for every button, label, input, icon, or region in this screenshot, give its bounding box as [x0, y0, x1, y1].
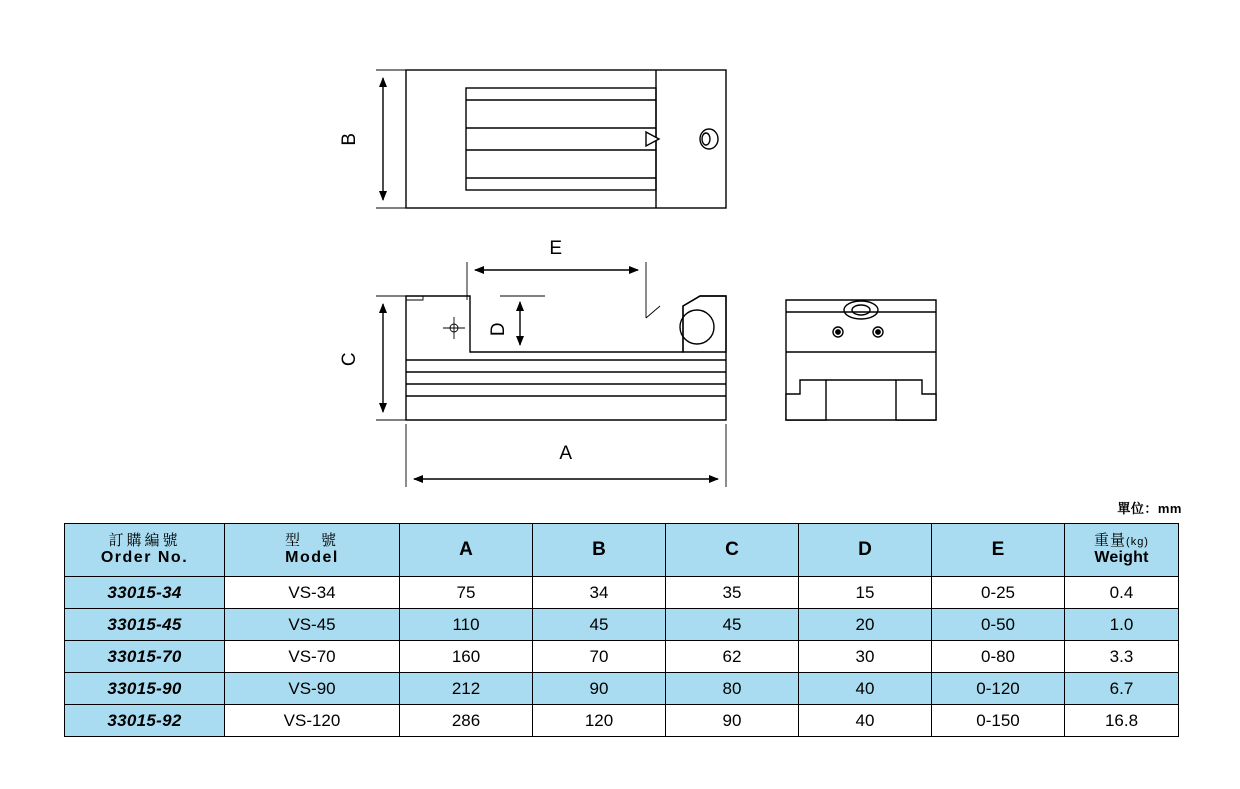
cell-b: 90 [533, 673, 666, 705]
table-row [65, 673, 1179, 705]
header-model-cn: 型 號 [284, 532, 339, 550]
cell-weight: 1.0 [1065, 609, 1179, 641]
cell-c: 80 [666, 673, 799, 705]
unit-note: 單位：mm [1117, 501, 1182, 516]
header-model-en: Model [285, 549, 339, 567]
cell-model: VS-45 [225, 609, 400, 641]
top-view [406, 70, 726, 208]
cell-e: 0-80 [932, 641, 1065, 673]
spec-table [64, 523, 1179, 737]
cell-weight: 16.8 [1065, 705, 1179, 737]
cell-e: 0-50 [932, 609, 1065, 641]
table-row [65, 609, 1179, 641]
table-body [65, 577, 1179, 737]
cell-d: 30 [799, 641, 932, 673]
table-row [65, 577, 1179, 609]
cell-weight: 0.4 [1065, 577, 1179, 609]
cell-a: 160 [400, 641, 533, 673]
spec-table-container [64, 523, 1178, 737]
dimension-label-D: D [488, 321, 509, 337]
cell-model: VS-70 [225, 641, 400, 673]
header-order-no-cn: 訂購編號 [108, 532, 181, 550]
cell-weight: 6.7 [1065, 673, 1179, 705]
cell-d: 15 [799, 577, 932, 609]
cell-order-no: 33015-70 [65, 641, 225, 673]
dimension-label-E: E [549, 238, 563, 259]
cell-order-no: 33015-34 [65, 577, 225, 609]
dimension-label-B: B [339, 132, 360, 146]
table-row [65, 705, 1179, 737]
side-view [786, 300, 936, 420]
dimension-label-A: A [559, 443, 573, 464]
header-weight-cn: 重量(kg) [1094, 532, 1149, 550]
cell-order-no: 33015-90 [65, 673, 225, 705]
cell-c: 90 [666, 705, 799, 737]
cell-d: 20 [799, 609, 932, 641]
header-c: C [666, 524, 799, 577]
dimension-B [376, 70, 406, 208]
cell-e: 0-120 [932, 673, 1065, 705]
table-header-row [65, 524, 1179, 577]
cell-d: 40 [799, 705, 932, 737]
cell-c: 62 [666, 641, 799, 673]
cell-a: 75 [400, 577, 533, 609]
front-view [406, 296, 726, 420]
cell-e: 0-150 [932, 705, 1065, 737]
cell-a: 212 [400, 673, 533, 705]
dimension-label-C: C [339, 351, 360, 367]
cell-a: 110 [400, 609, 533, 641]
cell-e: 0-25 [932, 577, 1065, 609]
header-weight-en: Weight [1094, 549, 1149, 567]
header-a: A [400, 524, 533, 577]
cell-c: 35 [666, 577, 799, 609]
cell-d: 40 [799, 673, 932, 705]
cell-b: 70 [533, 641, 666, 673]
cell-b: 45 [533, 609, 666, 641]
header-e: E [932, 524, 1065, 577]
header-b: B [533, 524, 666, 577]
cell-weight: 3.3 [1065, 641, 1179, 673]
table-row [65, 641, 1179, 673]
cell-model: VS-90 [225, 673, 400, 705]
header-order-no [65, 524, 225, 577]
dimension-C [376, 296, 406, 420]
cell-c: 45 [666, 609, 799, 641]
header-order-no-en: Order No. [100, 549, 189, 567]
cell-order-no: 33015-92 [65, 705, 225, 737]
cell-order-no: 33015-45 [65, 609, 225, 641]
header-model [225, 524, 400, 577]
cell-model: VS-120 [225, 705, 400, 737]
cell-b: 120 [533, 705, 666, 737]
cell-a: 286 [400, 705, 533, 737]
header-weight [1065, 524, 1179, 577]
header-d: D [799, 524, 932, 577]
cell-model: VS-34 [225, 577, 400, 609]
cell-b: 34 [533, 577, 666, 609]
